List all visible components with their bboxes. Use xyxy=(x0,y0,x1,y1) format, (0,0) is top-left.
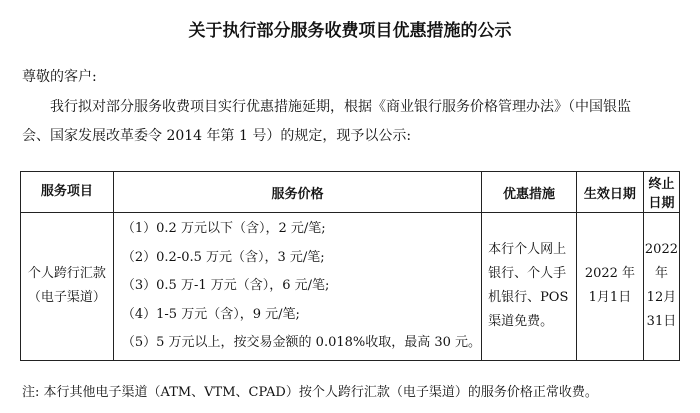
header-discount: 优惠措施 xyxy=(482,172,577,213)
notice-title: 关于执行部分服务收费项目优惠措施的公示 xyxy=(188,21,512,41)
service-item-name: 个人跨行汇款 xyxy=(27,266,106,282)
start-date-day: 1月1日 xyxy=(588,290,632,306)
table-header-row xyxy=(21,172,680,213)
price-tier-3: （3）0.5 万-1 万元（含），6 元/笔; xyxy=(121,278,330,293)
fee-table xyxy=(20,171,680,361)
price-tier-5: （5）5 万元以上，按交易金额的 0.018%收取，最高 30 元。 xyxy=(121,335,482,350)
header-service-item: 服务项目 xyxy=(21,172,114,213)
price-tier-4: （4）1-5 万元（含），9 元/笔; xyxy=(121,306,300,322)
body-paragraph-line-1: 我行拟对部分服务收费项目实行优惠措施延期，根据《商业银行服务价格管理办法》（中国银监 xyxy=(50,99,631,115)
footnote: 注: 本行其他电子渠道（ATM、VTM、CPAD）按个人跨行汇款（电子渠道）的服务价格正常收费。 xyxy=(22,385,598,400)
body-paragraph-line-2: 会、国家发展改革委令 2014 年第 1 号）的规定，现予以公示: xyxy=(22,128,412,144)
start-date-cell xyxy=(576,213,643,361)
service-item-channel: （电子渠道） xyxy=(27,290,106,306)
start-date-year: 2022 年 xyxy=(584,266,636,282)
service-price-cell xyxy=(113,213,481,361)
price-tier-1: （1）0.2 万元以下（含），2 元/笔; xyxy=(121,221,326,236)
greeting: 尊敬的客户: xyxy=(22,69,97,85)
table-row xyxy=(21,213,680,361)
end-date-year: 2022 年 xyxy=(644,242,678,282)
end-date-cell xyxy=(643,213,679,361)
price-tier-2: （2）0.2-0.5 万元（含），3 元/笔; xyxy=(121,249,325,265)
discount-cell: 本行个人网上银行、个人手机银行、POS 渠道免费。 xyxy=(482,213,577,361)
end-date-day: 12月31日 xyxy=(646,290,677,330)
service-item-cell xyxy=(21,213,114,361)
header-end-date: 终止日期 xyxy=(643,172,679,213)
header-start-date: 生效日期 xyxy=(576,172,643,213)
header-service-price: 服务价格 xyxy=(113,172,481,213)
